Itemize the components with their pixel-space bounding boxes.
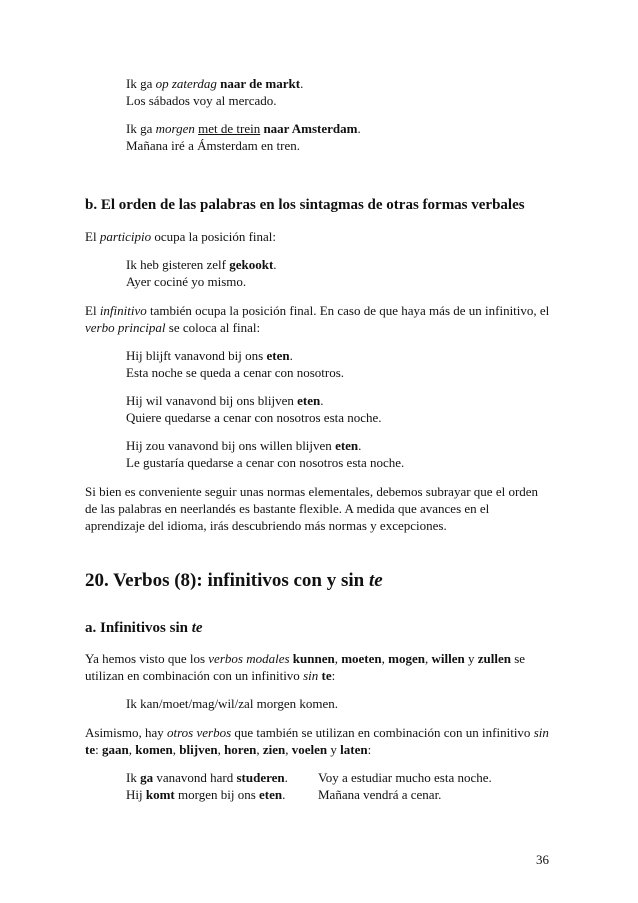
example-line-es: Le gustaría quedarse a cenar con nosotros esta noche.: [126, 455, 405, 470]
paragraph-line: Ya hemos visto que los verbos modales kunnen, moeten, mogen, willen y zullen se: [85, 651, 526, 666]
paragraph-line: Si bien es conveniente seguir unas normas elementales, debemos subrayar que el orden: [85, 484, 539, 499]
example-line-nl: Ik heb gisteren zelf gekookt.: [126, 257, 277, 272]
paragraph-line: te: gaan, komen, blijven, horen, zien, voelen y laten:: [85, 742, 372, 757]
example-line-es: Los sábados voy al mercado.: [126, 93, 277, 108]
example-line-es: Mañana vendrá a cenar.: [318, 787, 442, 802]
example-line-nl: Hij zou vanavond bij ons willen blijven eten.: [126, 438, 362, 453]
example-line-es: Mañana iré a Ámsterdam en tren.: [126, 138, 300, 153]
example-line-es: Voy a estudiar mucho esta noche.: [318, 770, 492, 785]
paragraph-line: Asimismo, hay otros verbos que también se utilizan en combinación con un infinitivo sin: [85, 725, 549, 740]
example-line-es: Ayer cociné yo mismo.: [126, 274, 247, 289]
paragraph-line: El infinitivo también ocupa la posición final. En caso de que haya más de un infinitivo, el: [85, 303, 550, 318]
section-heading: a. Infinitivos sin te: [85, 620, 203, 636]
paragraph-line: El participio ocupa la posición final:: [85, 229, 277, 244]
paragraph-line: aprendizaje del idioma, irás descubriendo más normas y excepciones.: [85, 518, 447, 533]
example-line-nl: Ik ga vanavond hard studeren.: [126, 770, 288, 785]
paragraph-line: verbo principal se coloca al final:: [85, 320, 261, 335]
section-heading: b. El orden de las palabras en los sintagmas de otras formas verbales: [85, 197, 525, 213]
example-line-nl: Hij komt morgen bij ons eten.: [126, 787, 286, 802]
example-line-nl: Ik ga op zaterdag naar de markt.: [126, 76, 304, 91]
chapter-heading: 20. Verbos (8): infinitivos con y sin te: [85, 570, 383, 591]
example-line-nl: Hij wil vanavond bij ons blijven eten.: [126, 393, 324, 408]
page-number: 36: [536, 852, 549, 867]
paragraph-line: de las palabras en neerlandés es bastante flexible. A medida que avances en el: [85, 501, 490, 516]
example-line-nl: Hij blijft vanavond bij ons eten.: [126, 348, 293, 363]
paragraph-line: utilizan en combinación con un infinitivo sin te:: [85, 668, 336, 683]
example-line-es: Esta noche se queda a cenar con nosotros.: [126, 365, 345, 380]
example-line-nl: Ik ga morgen met de trein naar Amsterdam.: [126, 121, 361, 136]
example-line-es: Quiere quedarse a cenar con nosotros esta noche.: [126, 410, 382, 425]
example-line-nl: Ik kan/moet/mag/wil/zal morgen komen.: [126, 696, 339, 711]
